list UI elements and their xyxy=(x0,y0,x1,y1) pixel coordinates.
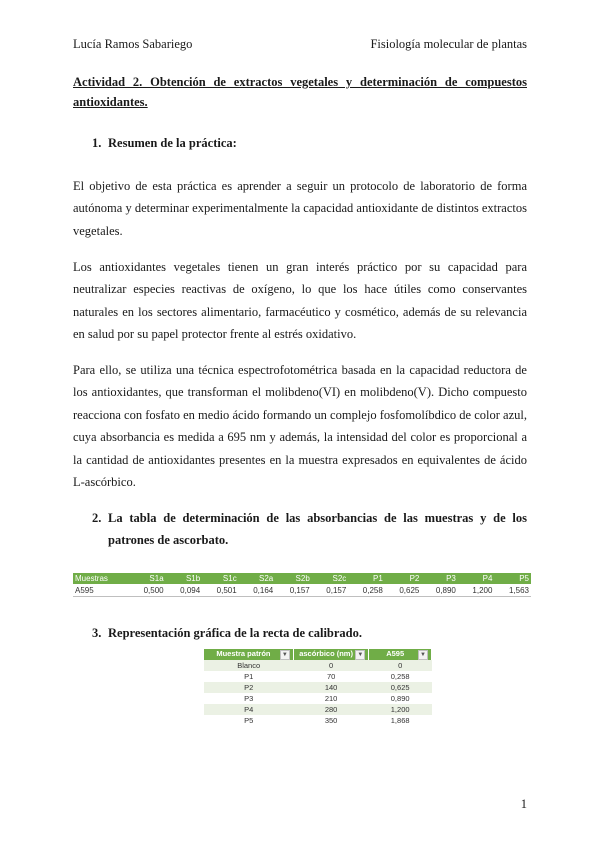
col-header: P1 xyxy=(348,573,385,584)
table-cell: 0,258 xyxy=(390,672,410,681)
col-header: P4 xyxy=(458,573,495,584)
header-author: Lucía Ramos Sabariego xyxy=(73,37,193,51)
header-subject: Fisiología molecular de plantas xyxy=(370,37,527,51)
table-row xyxy=(204,682,432,693)
table-cell: 1,868 xyxy=(390,716,410,725)
table-cell: 350 xyxy=(324,716,338,725)
section-3-title: Representación gráfica de la recta de calibrado. xyxy=(108,626,363,640)
section-3-heading xyxy=(92,622,527,644)
col-header: P3 xyxy=(421,573,458,584)
table-cell: P2 xyxy=(204,682,293,693)
col-header: S1b xyxy=(166,573,203,584)
table-cell: 0,157 xyxy=(312,584,349,597)
table-cell: 280 xyxy=(293,704,368,715)
table-cell: 0 xyxy=(369,660,432,671)
section-1-number: 1. xyxy=(92,136,102,150)
col-header-a595 xyxy=(369,649,432,660)
table-cell: A595 xyxy=(73,584,129,597)
document-title: Actividad 2. Obtención de extractos vegetales y determinación de compuestos antioxidantes. xyxy=(73,75,527,109)
table-cell: 0,500 xyxy=(129,584,166,597)
table-cell: 1,200 xyxy=(369,704,432,715)
filter-dropdown-icon[interactable]: ▼ xyxy=(280,650,290,660)
table-cell: 1,200 xyxy=(458,584,495,597)
col-header: P2 xyxy=(385,573,422,584)
section-2-title: La tabla de determinación de las absorbancias de las muestras y de los patrones de ascorbato. xyxy=(108,511,527,547)
page-number: 1 xyxy=(520,797,527,811)
table-cell: 0,258 xyxy=(348,584,385,597)
col-header-label: A595 xyxy=(386,649,405,658)
paragraph-antioxidants: Los antioxidantes vegetales tienen un gran interés práctico por su capacidad para neutralizar especies reactivas de oxígeno, lo que los hace útiles como conservantes naturales en los sectores alimentario, farmacéutico y cosmético, además de su relevancia en salud por su papel protector frente al estrés oxidativo. xyxy=(73,260,527,342)
table-cell: 0,890 xyxy=(421,584,458,597)
table-cell: 70 xyxy=(326,672,336,681)
section-2-number: 2. xyxy=(92,511,102,525)
col-header-label: ascórbico (nm) xyxy=(299,649,353,658)
table-cell: 1,563 xyxy=(494,584,531,597)
table-row xyxy=(204,704,432,715)
table-row xyxy=(204,660,432,671)
col-header-label: Muestra patrón xyxy=(216,649,271,658)
table-cell: 0,890 xyxy=(390,694,410,703)
table-cell: 0,501 xyxy=(202,584,239,597)
paragraph-method: Para ello, se utiliza una técnica espectrofotométrica basada en la capacidad reductora de los antioxidantes, que transforman el molibdeno(VI) en molibdeno(V). Dicho compuesto reacciona con fosfato en medio ácido formando un complejo fosfomolíbdico de color azul, cuya absorbancia es medida a 695 nm y además, la intensidad del color es proporcional a la cantidad de antioxidantes presentes en la muestra expresados en equivalentes de ácido L-ascórbico. xyxy=(73,363,527,490)
paragraph-objective: El objetivo de esta práctica es aprender a seguir un protocolo de laboratorio de forma autónoma y determinar experimentalmente la capacidad antioxidante de distintos extractos vegetales. xyxy=(73,179,527,238)
table-cell: 0,164 xyxy=(239,584,276,597)
table-row xyxy=(204,671,432,682)
col-header-standard xyxy=(204,649,293,660)
table-cell: 0,157 xyxy=(275,584,312,597)
table-cell: 0,625 xyxy=(385,584,422,597)
table-cell: 140 xyxy=(293,682,368,693)
col-header: S1a xyxy=(129,573,166,584)
col-header: S1c xyxy=(202,573,239,584)
table-cell: P4 xyxy=(204,704,293,715)
table-cell: P1 xyxy=(244,672,254,681)
table-row xyxy=(204,693,432,704)
col-header: S2b xyxy=(275,573,312,584)
table-cell: P3 xyxy=(244,694,254,703)
calibration-table xyxy=(204,649,432,726)
absorbance-table xyxy=(73,573,531,597)
filter-dropdown-icon[interactable]: ▼ xyxy=(355,650,365,660)
table-cell: 210 xyxy=(324,694,338,703)
col-header: S2c xyxy=(312,573,349,584)
col-header: P5 xyxy=(494,573,531,584)
col-header-ascorbic xyxy=(293,649,368,660)
section-3-number: 3. xyxy=(92,626,102,640)
table-row xyxy=(204,715,432,726)
table-cell: P5 xyxy=(244,716,254,725)
table-cell: 0,094 xyxy=(166,584,203,597)
filter-dropdown-icon[interactable]: ▼ xyxy=(418,650,428,660)
table-row xyxy=(73,584,531,597)
table-cell: 0,625 xyxy=(369,682,432,693)
table-cell: Blanco xyxy=(204,660,293,671)
section-2-heading xyxy=(92,507,527,551)
section-1-heading xyxy=(92,132,527,154)
table-cell: 0 xyxy=(293,660,368,671)
col-header: Muestras xyxy=(73,573,129,584)
section-1-title: Resumen de la práctica: xyxy=(108,136,237,150)
calibration-table-header xyxy=(204,649,432,660)
absorbance-table-header xyxy=(73,573,531,584)
col-header: S2a xyxy=(239,573,276,584)
